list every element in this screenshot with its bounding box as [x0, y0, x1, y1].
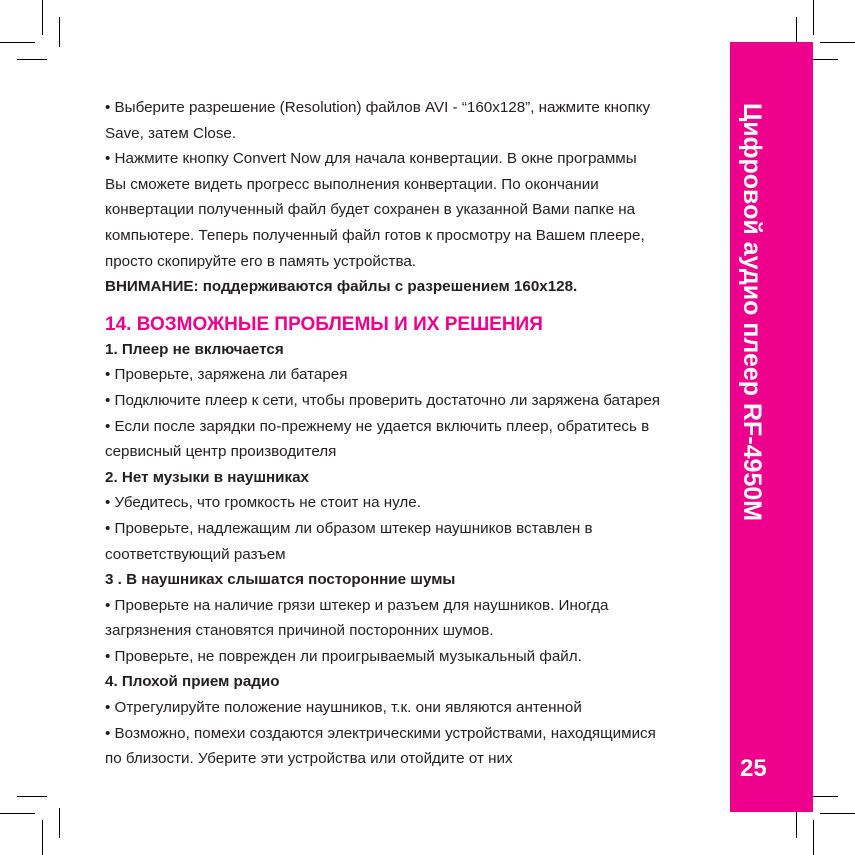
crop-mark [0, 42, 35, 43]
problem-title: 2. Нет музыки в наушниках [105, 468, 309, 486]
problem-4 [105, 669, 705, 771]
problem-3 [105, 567, 705, 669]
list-item: • Подключите плеер к сети, чтобы проверить достаточно ли заряжена батарея [105, 391, 661, 409]
paragraph-line: • Выберите разрешение (Resolution) файлов AVI - “160x128”, нажмите кнопку [105, 99, 651, 116]
list-item: • Проверьте на наличие грязи штекер и разъем для наушников. Иногда [105, 596, 609, 614]
list-item: • Если после зарядки по-прежнему не удается включить плеер, обратитесь в [105, 417, 650, 435]
section-heading: 14. ВОЗМОЖНЫЕ ПРОБЛЕМЫ И ИХ РЕШЕНИЯ [105, 313, 543, 335]
page-number: 25 [740, 755, 767, 782]
list-item: • Отрегулируйте положение наушников, т.к. они являются антенной [105, 699, 582, 717]
paragraph-line: Вы сможете видеть прогресс выполнения конвертации. По окончании [105, 175, 599, 193]
crop-mark [59, 808, 60, 838]
crop-mark [0, 813, 35, 814]
crop-mark [796, 808, 797, 838]
problem-title: 3 . В наушниках слышатся посторонние шумы [105, 571, 456, 589]
list-item: • Проверьте, надлежащим ли образом штекер наушников вставлен в [105, 519, 593, 537]
crop-mark [17, 796, 47, 797]
problem-title: 1. Плеер не включается [105, 340, 284, 358]
crop-mark [820, 813, 855, 814]
list-item: • Убедитесь, что громкость не стоит на нуле. [105, 494, 421, 512]
paragraph-line: Save, затем Close. [105, 124, 237, 142]
list-item: по близости. Уберите эти устройства или отойдите от них [105, 750, 513, 768]
list-item: • Возможно, помехи создаются электрическими устройствами, находящимися [105, 724, 656, 742]
list-item: соответствующий разъем [105, 545, 286, 563]
problem-1 [105, 337, 705, 465]
side-title: Цифровой аудио плеер RF-4950M [738, 103, 766, 522]
paragraph-line: конвертации полученный файл будет сохранен в указанной Вами папке на [105, 201, 636, 219]
page-content [105, 95, 705, 772]
problem-title: 4. Плохой прием радио [105, 673, 280, 691]
list-item: • Проверьте, заряжена ли батарея [105, 366, 348, 384]
crop-mark [813, 0, 814, 35]
crop-mark [820, 42, 855, 43]
crop-mark [42, 820, 43, 855]
paragraph-line: • Нажмите кнопку Convert Now для начала конвертации. В окне программы [105, 150, 637, 168]
crop-mark [42, 0, 43, 35]
crop-mark [813, 820, 814, 855]
paragraph-line: компьютере. Теперь полученный файл готов к просмотру на Вашем плеере, [105, 226, 645, 244]
crop-mark [59, 17, 60, 47]
list-item: сервисный центр производителя [105, 443, 337, 461]
attention-note: ВНИМАНИЕ: поддерживаются файлы с разрешением 160x128. [105, 278, 578, 296]
intro-section [105, 95, 705, 300]
list-item: загрязнения становятся причиной посторонних шумов. [105, 622, 494, 640]
problem-2 [105, 465, 705, 567]
paragraph-line: просто скопируйте его в память устройства. [105, 252, 417, 270]
list-item: • Проверьте, не поврежден ли проигрываемый музыкальный файл. [105, 647, 582, 665]
crop-mark [17, 59, 47, 60]
